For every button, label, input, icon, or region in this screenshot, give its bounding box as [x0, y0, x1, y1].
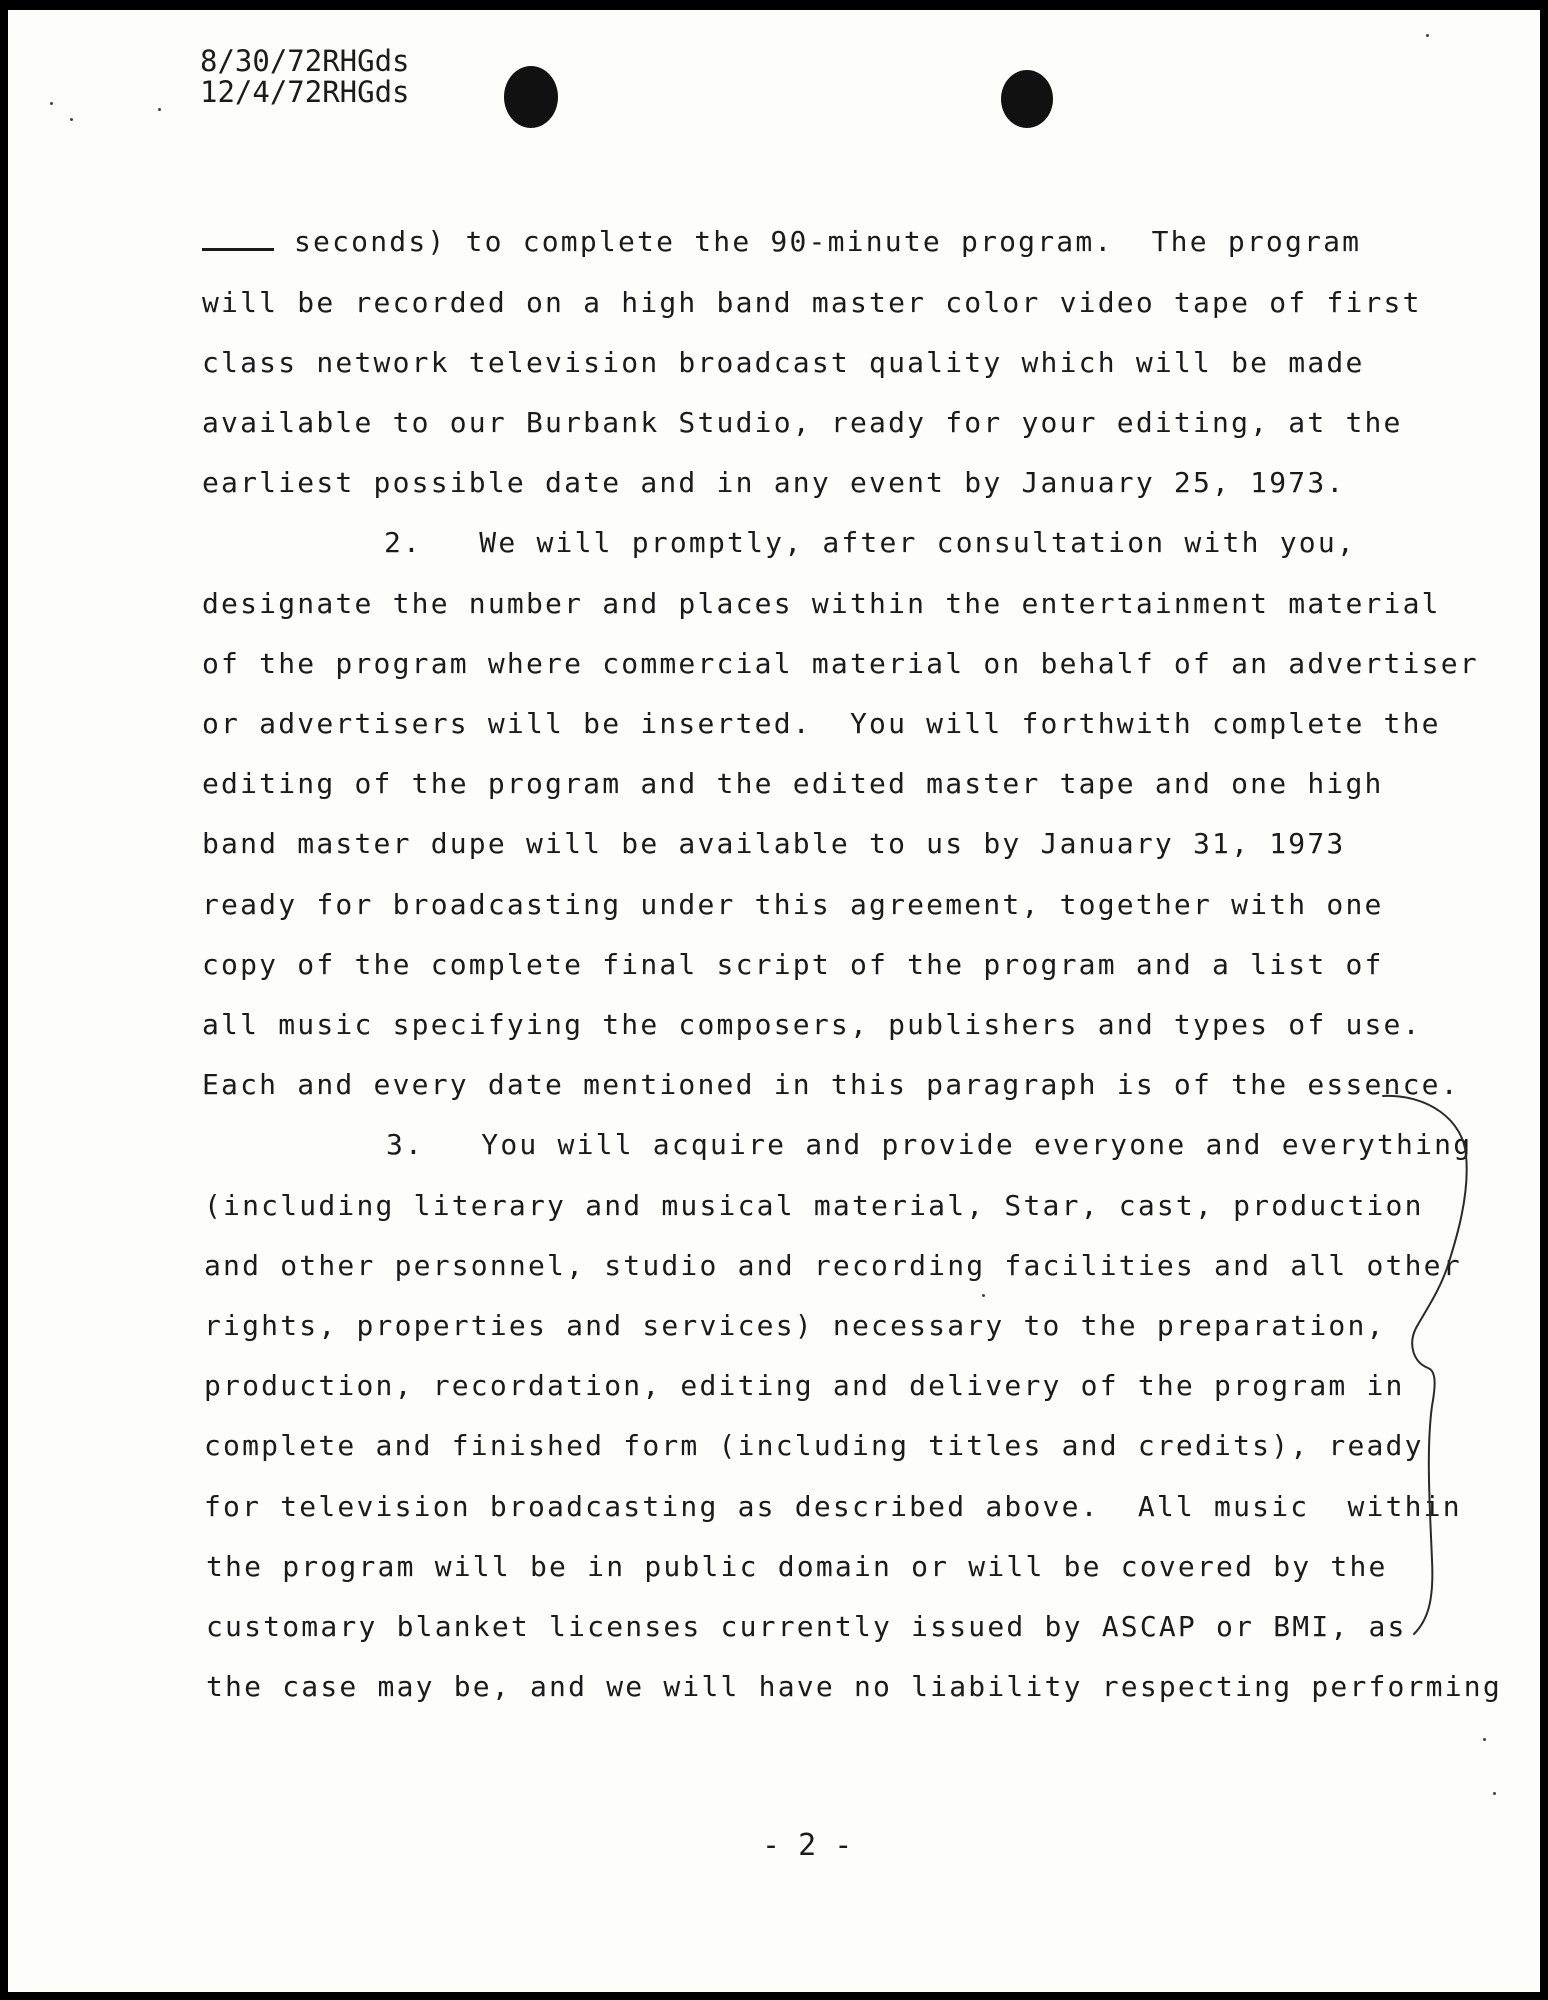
document-page: [8, 10, 1540, 1992]
text-line: of the program where commercial material on behalf of an advertiser: [202, 647, 1479, 680]
text-line: Each and every date mentioned in this paragraph is of the essence.: [202, 1068, 1460, 1101]
text-line: designate the number and places within the entertainment material: [202, 587, 1441, 620]
text-line: complete and finished form (including titles and credits), ready: [204, 1429, 1424, 1462]
text-line: band master dupe will be available to us by January 31, 1973: [202, 827, 1346, 860]
text-line: earliest possible date and in any event by January 25, 1973.: [202, 466, 1346, 499]
text-line: class network television broadcast quality which will be made: [202, 346, 1365, 379]
paragraph-2-start: 2. We will promptly, after consultation with you,: [384, 526, 1356, 559]
text-line: rights, properties and services) necessary to the preparation,: [204, 1309, 1386, 1342]
text-line: and other personnel, studio and recording facilities and all other: [204, 1249, 1462, 1282]
text-line: the case may be, and we will have no liability respecting performing: [206, 1670, 1502, 1703]
text-line: all music specifying the composers, publishers and types of use.: [202, 1008, 1422, 1041]
text-line: production, recordation, editing and delivery of the program in: [204, 1369, 1405, 1402]
text-line: ready for broadcasting under this agreement, together with one: [202, 888, 1384, 921]
text-line: seconds) to complete the 90-minute program. The program: [202, 225, 1361, 259]
text-line: or advertisers will be inserted. You will forthwith complete the: [202, 707, 1441, 740]
text-line: available to our Burbank Studio, ready for your editing, at the: [202, 406, 1403, 439]
text-line: editing of the program and the edited master tape and one high: [202, 767, 1384, 800]
page-number: - 2 -: [762, 1828, 853, 1863]
paragraph-3-start: 3. You will acquire and provide everyone and everything: [386, 1128, 1473, 1161]
text-line: customary blanket licenses currently issued by ASCAP or BMI, as: [206, 1610, 1407, 1643]
text-line: copy of the complete final script of the program and a list of: [202, 948, 1384, 981]
text-line: (including literary and musical material, Star, cast, production: [204, 1189, 1424, 1222]
revision-line-1: 8/30/72RHGds: [200, 44, 410, 78]
handwritten-brace-mark: [8, 10, 1540, 1992]
text-line: will be recorded on a high band master color video tape of first: [202, 286, 1422, 319]
text-line: the program will be in public domain or will be covered by the: [206, 1550, 1388, 1583]
text-line: for television broadcasting as described above. All music within: [204, 1490, 1462, 1523]
revision-line-2: 12/4/72RHGds: [200, 75, 410, 109]
